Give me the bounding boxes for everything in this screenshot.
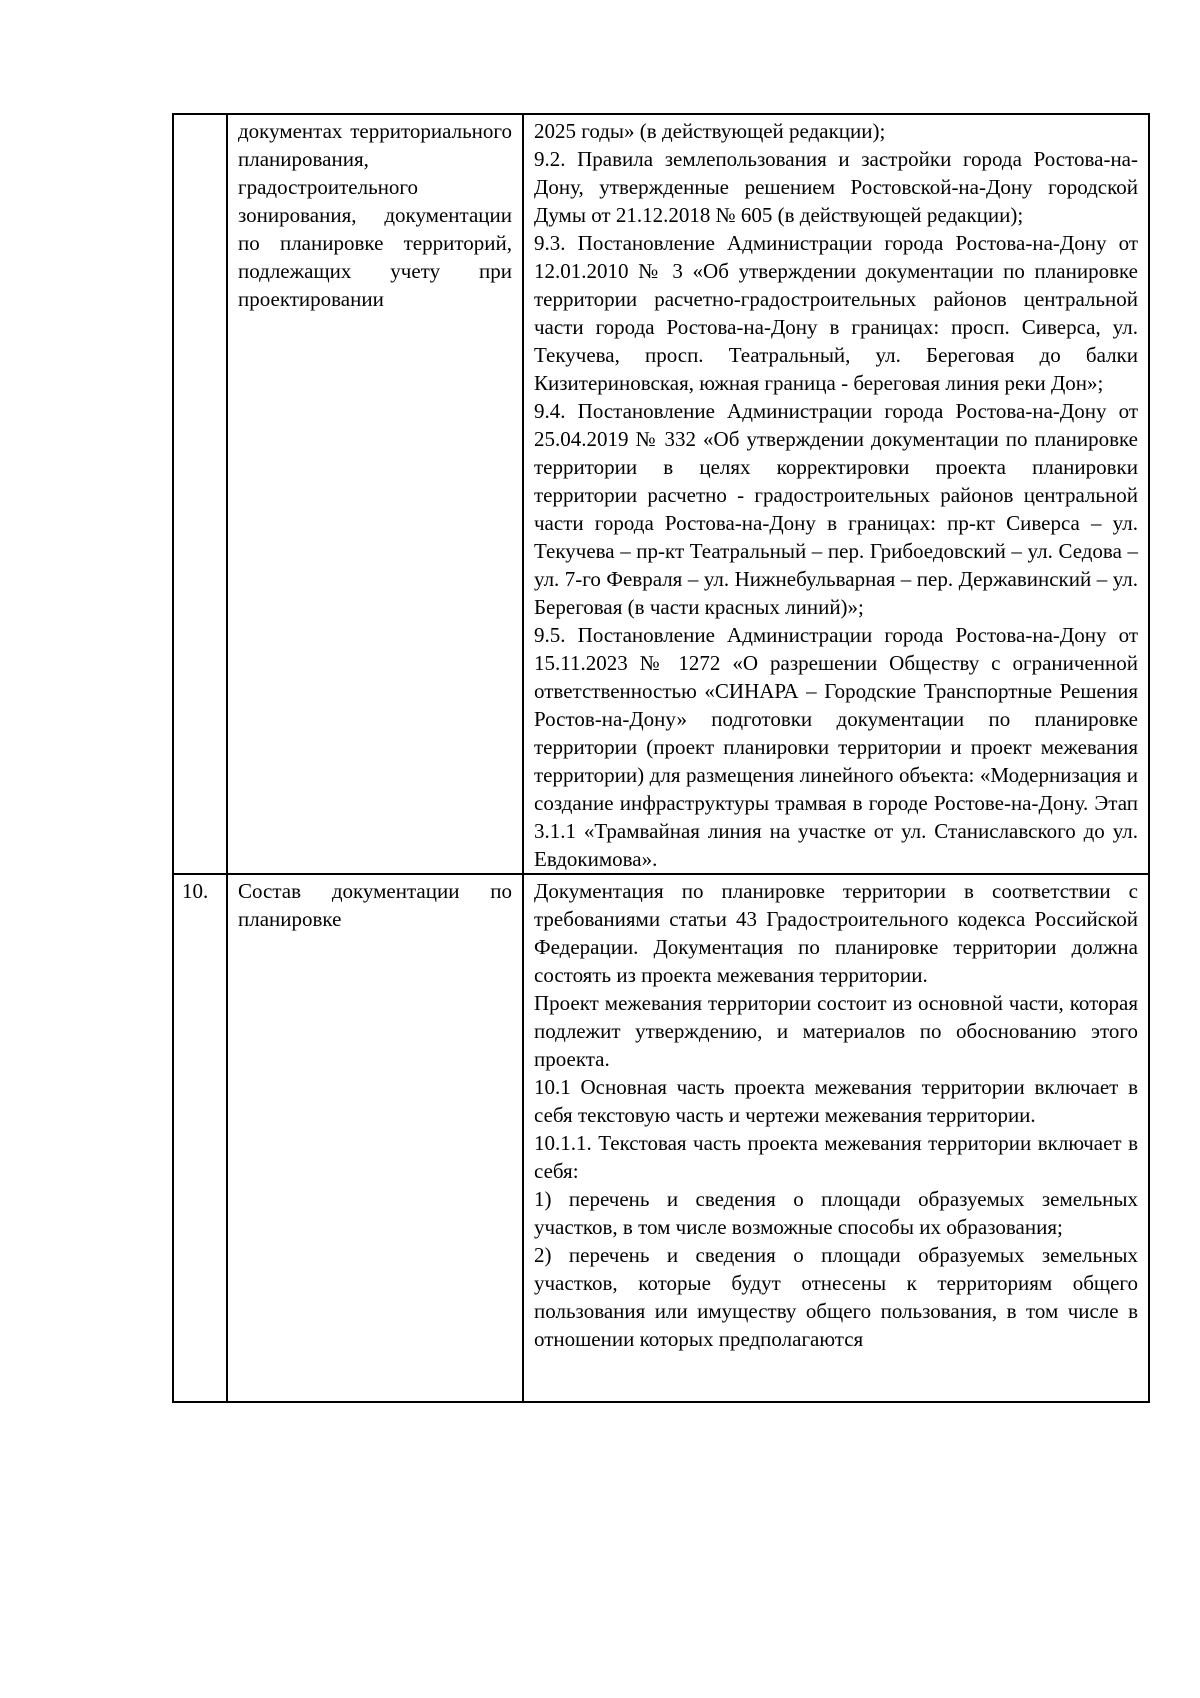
content-paragraph: 9.3. Постановление Администрации города Ростова-на-Дону от 12.01.2010 № 3 «Об утверждении документации по планировке территории расчетно-градостроительных районов центральной части города Ростова-на-Дону в границах: просп. Сиверса, ул. Текучева, просп. Театральный, ул. Береговая до балки Кизитериновская, южная граница - береговая линия реки Дон»; — [534, 231, 1138, 395]
row-content — [523, 114, 1149, 874]
row-number: 10. — [173, 874, 227, 1402]
content-clip — [534, 877, 1138, 1401]
table-row — [173, 114, 1149, 874]
content-paragraph: Проект межевания территории состоит из основной части, которая подлежит утверждению, и материалов по обоснованию этого проекта. — [534, 991, 1138, 1071]
row-content — [523, 874, 1149, 1402]
content-paragraph: 10.1.1. Текстовая часть проекта межевания территории включает в себя: — [534, 1131, 1138, 1183]
content-paragraph: 9.4. Постановление Администрации города Ростова-на-Дону от 25.04.2019 № 332 «Об утверждении документации по планировке территории в целях корректировки проекта планировки территории расчетно - градостроительных районов центральной части города Ростова-на-Дону в границах: пр-кт Сиверса – ул. Текучева – пр-кт Театральный – пер. Грибоедовский – ул. Седова – ул. 7-го Февраля – ул. Нижнебульварная – пер. Державинский – ул. Береговая (в части красных линий)»; — [534, 399, 1138, 619]
content-paragraph: 1) перечень и сведения о площади образуемых земельных участков, в том числе возможные способы их образования; — [534, 1187, 1138, 1239]
content-paragraph: 2025 годы» (в действующей редакции); — [534, 119, 886, 143]
content-paragraph: 9.5. Постановление Администрации города Ростова-на-Дону от 15.11.2023 № 1272 «О разрешении Обществу с ограниченной ответственностью «СИНАРА – Городские Транспортные Решения Ростов-на-Дону» подготовки документации по планировке территории (проект планировки территории и проект межевания территории) для размещения линейного объекта: «Модернизация и создание инфраструктуры трамвая в городе Ростове-на-Дону. Этап 3.1.1 «Трамвайная линия на участке от ул. Станиславского до ул. Евдокимова». — [534, 623, 1138, 871]
row-number — [173, 114, 227, 874]
content-paragraph: Документация по планировке территории в соответствии с требованиями статьи 43 Градостроительного кодекса Российской Федерации. Документация по планировке территории должна состоять из проекта межевания территории. — [534, 879, 1138, 987]
row-subject: документах территориального планирования, градостроительного зонирования, документации по планировке территорий, подлежащих учету при проектировании — [227, 114, 523, 874]
requirements-table — [172, 113, 1150, 1403]
content-paragraph: 9.2. Правила землепользования и застройки города Ростова-на-Дону, утвержденные решением Ростовской-на-Дону городской Думы от 21.12.2018 № 605 (в действующей редакции); — [534, 147, 1138, 227]
content-paragraph: 10.1 Основная часть проекта межевания территории включает в себя текстовую часть и чертежи межевания территории. — [534, 1075, 1138, 1127]
table-row — [173, 874, 1149, 1402]
row-subject: Состав документации по планировке — [227, 874, 523, 1402]
content-paragraph: 2) перечень и сведения о площади образуемых земельных участков, которые будут отнесены к территориям общего пользования или имуществу общего пользования, в том числе в отношении которых предполагаются — [534, 1243, 1138, 1351]
